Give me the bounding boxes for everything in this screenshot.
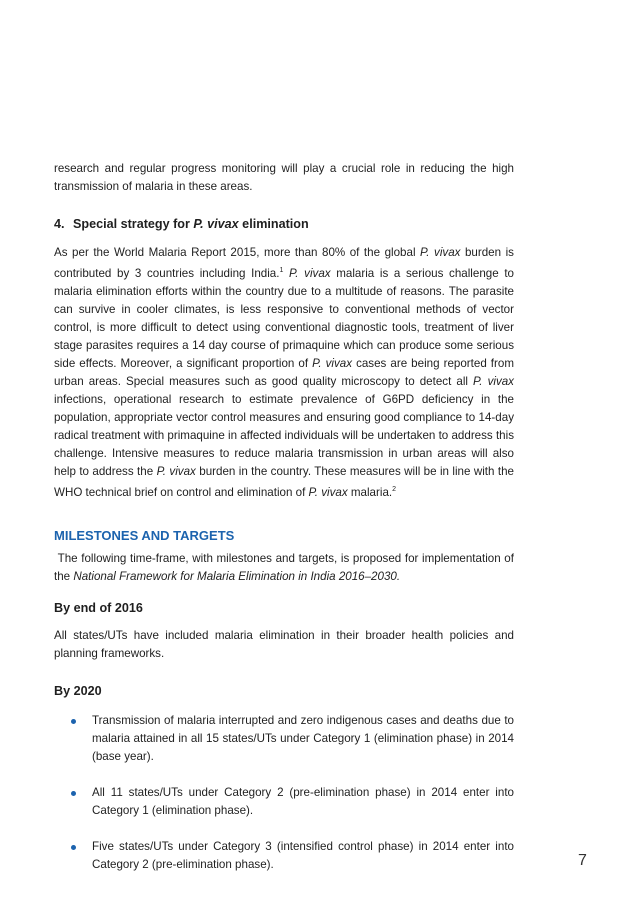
list-item (54, 838, 514, 874)
page-body (54, 160, 514, 892)
strategy-italic-3: P. vivax (312, 356, 353, 370)
strategy-italic-6: P. vivax (308, 485, 348, 499)
strategy-paragraph (54, 244, 514, 502)
list-item-text: All 11 states/UTs under Category 2 (pre-elimination phase) in 2014 enter into Category 1 (elimination phase). (92, 785, 514, 817)
strategy-text-6: burden in the country. These measures will be in line with the WHO technical brief on control and elimination of (54, 464, 514, 499)
milestones-intro (54, 550, 514, 586)
bullet-icon (71, 791, 76, 796)
footnote-ref-2: 2 (392, 485, 397, 493)
list-item (54, 712, 514, 766)
strategy-italic-1: P. vivax (420, 246, 461, 259)
list-item-text: Transmission of malaria interrupted and zero indigenous cases and deaths due to malaria attained in all 15 states/UTs under Category 1 (elimination phase) in 2014 (base year). (92, 713, 514, 763)
strategy-italic-5: P. vivax (156, 464, 196, 478)
strategy-text-4: cases are being reported from urban areas. Special measures such as good quality microscopy to detect all (54, 356, 514, 388)
by-2016-heading: By end of 2016 (54, 600, 143, 615)
framework-title: National Framework for Malaria Elimination in India 2016–2030. (73, 569, 401, 583)
strategy-italic-2: P. vivax (283, 266, 331, 280)
strategy-heading-number: 4. (54, 217, 65, 231)
intro-paragraph: research and regular progress monitoring will play a crucial role in reducing the high transmission of malaria in these areas. (54, 162, 514, 193)
footnote-ref-1: 1 (279, 267, 284, 274)
bullet-icon (71, 845, 76, 850)
page-number: 7 (578, 852, 587, 869)
milestones-intro-text: The following time-frame, with milestones and targets, is proposed for implementation of the (54, 551, 514, 583)
strategy-text-2: burden is contributed by 3 countries including India. (54, 246, 514, 280)
strategy-text-3: malaria is a serious challenge to malaria elimination efforts within the country due to a multitude of reasons. The parasite can survive in cooler climates, is less responsive to conventional methods of vector control, is more difficult to detect using conventional diagnostic tools, treatment of liver stage parasites requires a 14 day course of primaquine which can produce some serious side effects. Moreover, a significant proportion of (54, 266, 514, 370)
strategy-heading (54, 217, 514, 231)
milestones-heading: MILESTONES AND TARGETS (54, 527, 235, 543)
strategy-text-5: infections, operational research to estimate prevalence of G6PD deficiency in the population, appropriate vector control measures and ensuring good compliance to 14-day radical treatment with primaquine in affected individuals will be undertaken to address this challenge. Intensive measures to reduce malaria transmission in urban areas will also help to address the (54, 392, 514, 478)
list-item (54, 784, 514, 820)
strategy-text-7: malaria. (347, 485, 393, 499)
strategy-heading-prefix: Special strategy for (73, 217, 194, 231)
strategy-heading-italic: P. vivax (193, 217, 239, 231)
by-2020-list (54, 712, 514, 874)
list-item-text: Five states/UTs under Category 3 (intensified control phase) in 2014 enter into Category 2 (pre-elimination phase). (92, 839, 514, 871)
strategy-italic-4: P. vivax (473, 374, 514, 388)
bullet-icon (71, 719, 76, 724)
by-2020-heading: By 2020 (54, 683, 102, 698)
by-2016-paragraph: All states/UTs have included malaria elimination in their broader health policies and planning frameworks. (54, 628, 514, 660)
strategy-heading-suffix: elimination (238, 217, 309, 231)
strategy-text-1: As per the World Malaria Report 2015, more than 80% of the global (54, 246, 421, 259)
